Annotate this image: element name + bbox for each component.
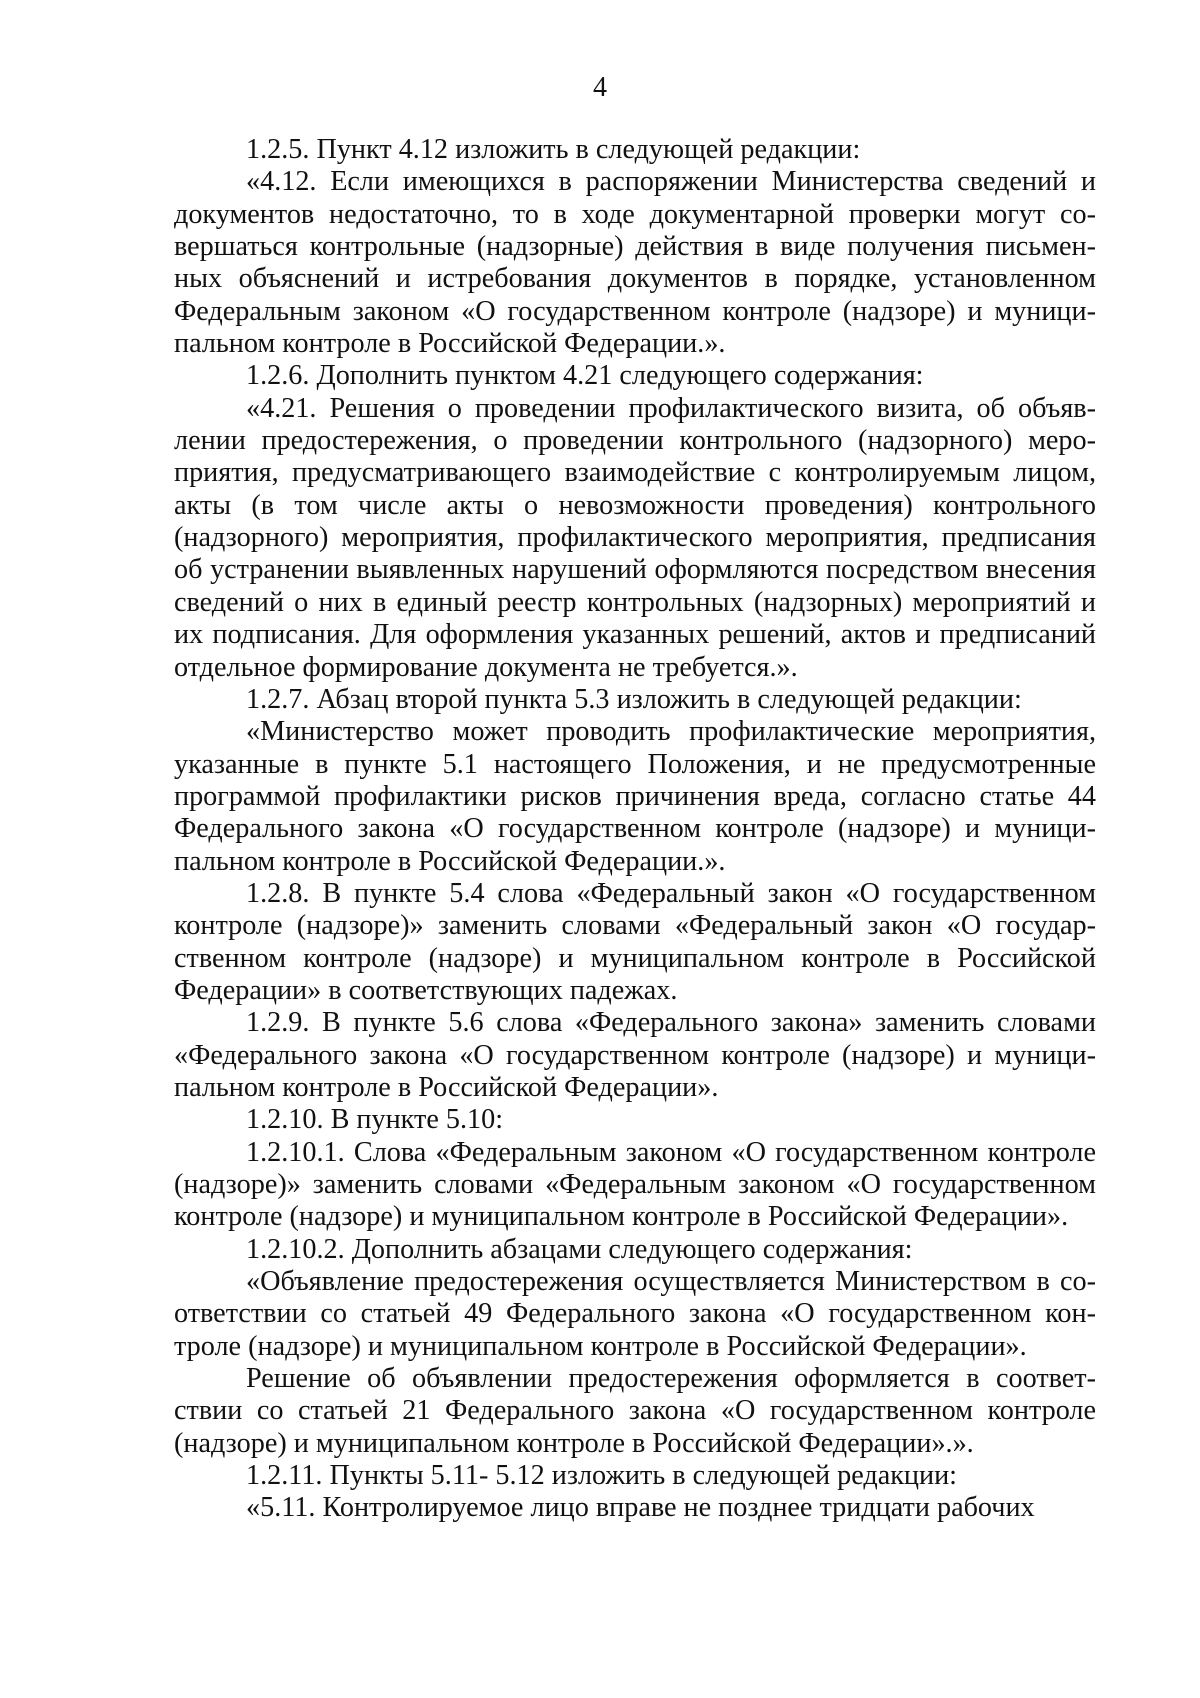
document-body (174, 134, 1096, 1525)
paragraph-1-2-11: 1.2.11. Пункты 5.11- 5.12 изложить в следующей редакции: (246, 1460, 958, 1492)
paragraph-4-12-text: «4.12. Если имеющихся в распоряжении Министерства сведений и документов недостаточно, то в ходе документарной проверки могут совершаться контрольные (надзорные) действия в виде получения письменных объяснений и истребования документов в порядке, установленном Федеральным законом «О государственном контроле (надзоре) и муниципальном контроле в Российской Федерации.». (174, 166, 1096, 360)
paragraph-5-11-text: «5.11. Контролируемое лицо вправе не позднее тридцати рабочих (246, 1492, 1035, 1524)
paragraph-5-3-text: «Министерство может проводить профилактические мероприятия, указанные в пункте 5.1 настоящего Положения, и не предусмотренные программой профилактики рисков причинения вреда, согласно статье 44 Федерального закона «О государственном контроле (надзоре) и муниципальном контроле в Российской Федерации.». (174, 716, 1096, 877)
paragraph-1-2-10-1: 1.2.10.1. Слова «Федеральным законом «О государственном контроле (надзоре)» заменить словами «Федеральным законом «О государственном контроле (надзоре) и муниципальном контроле в Российской Федерации». (174, 1136, 1096, 1233)
paragraph-1-2-10-2: 1.2.10.2. Дополнить абзацами следующего содержания: (246, 1233, 913, 1265)
paragraph-1-2-7: 1.2.7. Абзац второй пункта 5.3 изложить в следующей редакции: (246, 683, 1022, 715)
paragraph-warning-announcement: «Объявление предостережения осуществляется Министерством в соответствии со статьей 49 Федерального закона «О государственном контроле (надзоре) и муниципальном контроле в Российской Федерации». (174, 1266, 1096, 1362)
paragraph-4-21-text: «4.21. Решения о проведении профилактического визита, об объявлении предостережения, о проведении контрольного (надзорного) мероприятия, предусматривающего взаимодействие с контролируемым лицом, акты (в том числе акты о невозможности проведения) контрольного (надзорного) мероприятия, профилактического мероприятия, предписания об устранении выявленных нарушений оформляются посредством внесения сведений о них в единый реестр контрольных (надзорных) мероприятий и их подписания. Для оформления указанных решений, актов и предписаний отдельное формирование документа не требуется.». (174, 392, 1096, 683)
page-number: 4 (593, 72, 607, 103)
paragraph-1-2-8: 1.2.8. В пункте 5.4 слова «Федеральный закон «О государственном контроле (надзоре)» заменить словами «Федеральный закон «О государственном контроле (надзоре) и муниципальном контроле в Российской Федерации» в соответствующих падежах. (174, 877, 1096, 1006)
paragraph-1-2-6: 1.2.6. Дополнить пунктом 4.21 следующего содержания: (246, 360, 924, 392)
paragraph-1-2-10: 1.2.10. В пункте 5.10: (246, 1104, 504, 1136)
paragraph-1-2-5: 1.2.5. Пункт 4.12 изложить в следующей редакции: (246, 134, 861, 165)
paragraph-1-2-9: 1.2.9. В пункте 5.6 слова «Федерального закона» заменить словами «Федерального закона «О государственном контроле (надзоре) и муниципальном контроле в Российской Федерации». (174, 1007, 1096, 1103)
paragraph-warning-decision: Решение об объявлении предостережения оформляется в соответствии со статьей 21 Федерального закона «О государственном контроле (надзоре) и муниципальном контроле в Российской Федерации».». (174, 1363, 1096, 1459)
